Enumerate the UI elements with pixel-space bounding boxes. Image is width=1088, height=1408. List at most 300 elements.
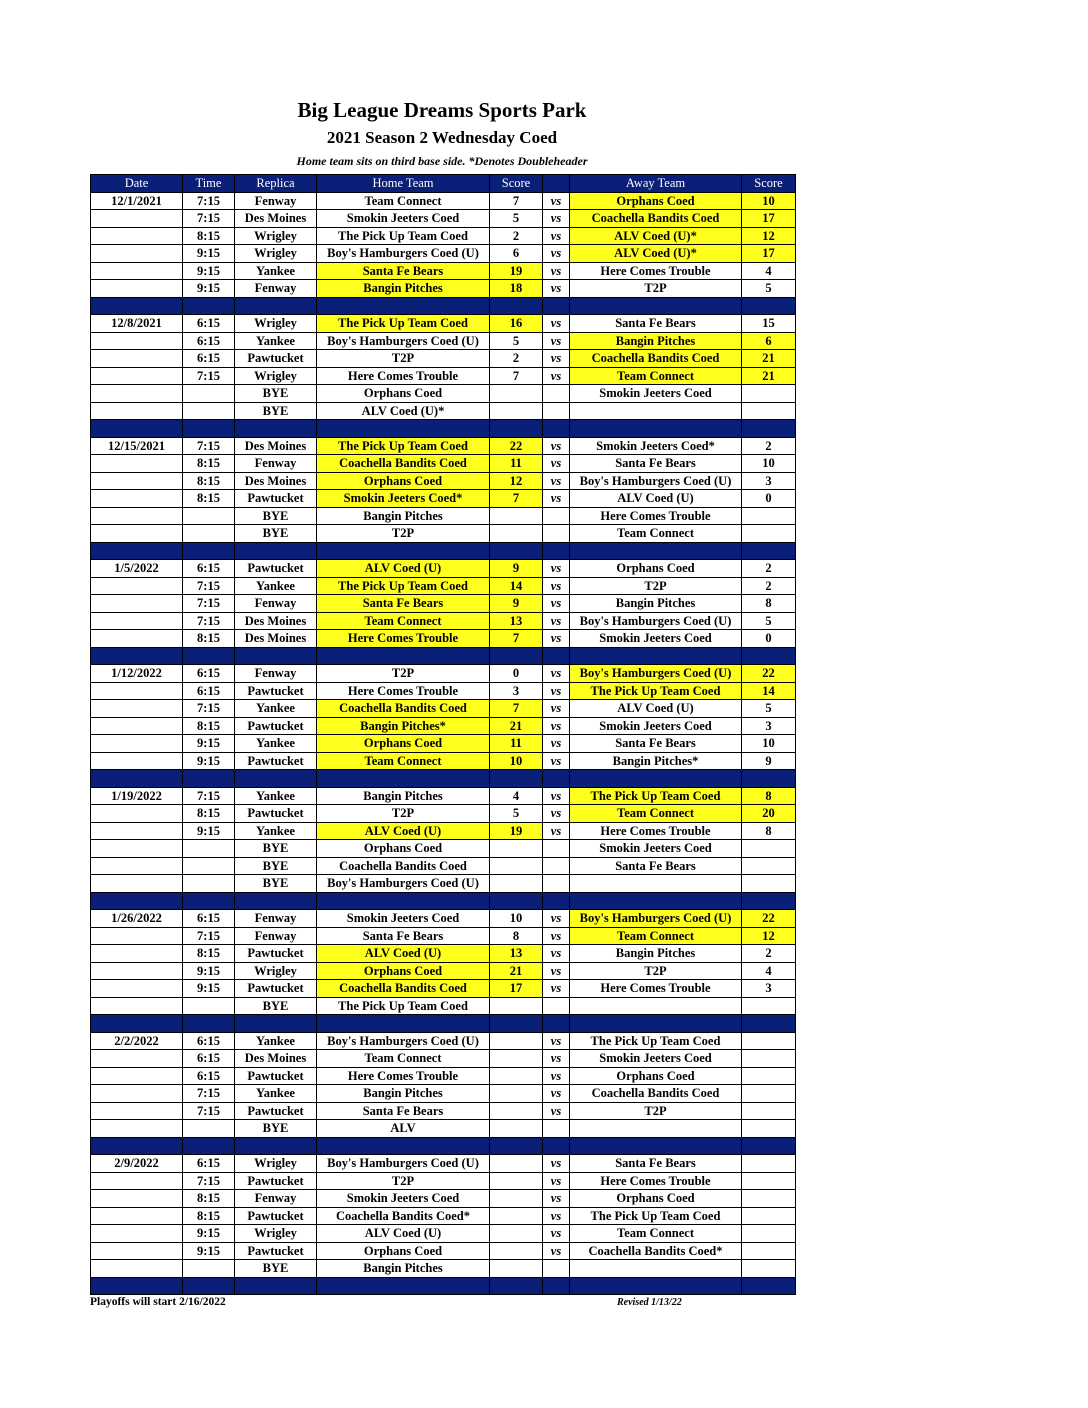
replica-cell: Fenway xyxy=(235,1190,317,1208)
home-score-cell: 10 xyxy=(490,752,543,770)
time-cell xyxy=(183,525,235,543)
separator-cell xyxy=(570,770,742,788)
vs-cell: vs xyxy=(543,682,570,700)
replica-cell: Pawtucket xyxy=(235,752,317,770)
replica-cell: Wrigley xyxy=(235,1155,317,1173)
separator-cell xyxy=(183,892,235,910)
away-score-cell: 12 xyxy=(742,927,796,945)
time-cell: 7:15 xyxy=(183,700,235,718)
home-team-cell: Bangin Pitches xyxy=(317,787,490,805)
replica-cell: Fenway xyxy=(235,927,317,945)
table-row xyxy=(91,1172,796,1190)
table-header-row xyxy=(91,175,796,193)
separator-cell xyxy=(543,420,570,438)
away-score-cell: 9 xyxy=(742,752,796,770)
time-cell: 6:15 xyxy=(183,665,235,683)
replica-cell: BYE xyxy=(235,857,317,875)
replica-cell: BYE xyxy=(235,840,317,858)
home-score-cell: 0 xyxy=(490,665,543,683)
away-score-cell xyxy=(742,997,796,1015)
away-score-cell: 3 xyxy=(742,980,796,998)
separator-cell xyxy=(570,1277,742,1295)
away-score-cell xyxy=(742,1155,796,1173)
vs-cell: vs xyxy=(543,1050,570,1068)
away-score-cell xyxy=(742,525,796,543)
vs-cell xyxy=(543,402,570,420)
away-score-cell: 5 xyxy=(742,280,796,298)
date-cell xyxy=(91,245,183,263)
separator-cell xyxy=(91,542,183,560)
separator-cell xyxy=(317,420,490,438)
home-team-cell: Boy's Hamburgers Coed (U) xyxy=(317,332,490,350)
date-cell xyxy=(91,455,183,473)
home-score-cell xyxy=(490,507,543,525)
away-team-cell: Bangin Pitches* xyxy=(570,752,742,770)
table-row xyxy=(91,682,796,700)
time-cell: 9:15 xyxy=(183,245,235,263)
away-score-cell: 5 xyxy=(742,612,796,630)
separator-cell xyxy=(91,892,183,910)
time-cell: 6:15 xyxy=(183,910,235,928)
vs-cell: vs xyxy=(543,1242,570,1260)
away-score-cell: 15 xyxy=(742,315,796,333)
date-cell xyxy=(91,350,183,368)
vs-cell: vs xyxy=(543,752,570,770)
separator-cell xyxy=(91,1277,183,1295)
date-cell xyxy=(91,717,183,735)
table-row xyxy=(91,1102,796,1120)
time-cell xyxy=(183,997,235,1015)
home-score-cell: 2 xyxy=(490,350,543,368)
home-team-cell: Coachella Bandits Coed xyxy=(317,455,490,473)
vs-cell: vs xyxy=(543,1225,570,1243)
separator-cell xyxy=(91,647,183,665)
replica-cell: BYE xyxy=(235,402,317,420)
replica-cell: Des Moines xyxy=(235,630,317,648)
table-row xyxy=(91,805,796,823)
home-team-cell: Team Connect xyxy=(317,192,490,210)
away-team-cell: ALV Coed (U) xyxy=(570,490,742,508)
vs-cell: vs xyxy=(543,192,570,210)
time-cell: 6:15 xyxy=(183,1032,235,1050)
revised-date: Revised 1/13/22 xyxy=(617,1297,682,1308)
replica-cell: Pawtucket xyxy=(235,350,317,368)
week-separator xyxy=(91,647,796,665)
table-row xyxy=(91,385,796,403)
home-team-cell: Team Connect xyxy=(317,1050,490,1068)
replica-cell: Des Moines xyxy=(235,472,317,490)
away-score-cell xyxy=(742,840,796,858)
replica-cell: Wrigley xyxy=(235,245,317,263)
away-score-cell: 4 xyxy=(742,962,796,980)
home-score-cell: 5 xyxy=(490,210,543,228)
vs-cell: vs xyxy=(543,367,570,385)
date-cell xyxy=(91,840,183,858)
vs-cell: vs xyxy=(543,560,570,578)
separator-cell xyxy=(183,420,235,438)
away-score-cell: 21 xyxy=(742,367,796,385)
replica-cell: Pawtucket xyxy=(235,805,317,823)
table-row xyxy=(91,840,796,858)
separator-cell xyxy=(570,647,742,665)
replica-cell: Pawtucket xyxy=(235,1242,317,1260)
time-cell xyxy=(183,385,235,403)
away-score-cell xyxy=(742,507,796,525)
table-row xyxy=(91,717,796,735)
separator-cell xyxy=(91,420,183,438)
date-cell xyxy=(91,1225,183,1243)
separator-cell xyxy=(235,770,317,788)
date-cell xyxy=(91,735,183,753)
separator-cell xyxy=(742,1137,796,1155)
home-team-cell: Orphans Coed xyxy=(317,385,490,403)
separator-cell xyxy=(317,892,490,910)
away-team-cell: Smokin Jeeters Coed xyxy=(570,385,742,403)
home-team-cell: Bangin Pitches xyxy=(317,1260,490,1278)
home-team-cell: Smokin Jeeters Coed xyxy=(317,910,490,928)
separator-cell xyxy=(543,297,570,315)
home-team-cell: Santa Fe Bears xyxy=(317,927,490,945)
home-score-cell xyxy=(490,525,543,543)
away-team-cell: Coachella Bandits Coed xyxy=(570,350,742,368)
home-team-cell: The Pick Up Team Coed xyxy=(317,577,490,595)
home-score-cell: 19 xyxy=(490,262,543,280)
home-team-cell: ALV Coed (U) xyxy=(317,822,490,840)
away-score-cell: 3 xyxy=(742,472,796,490)
replica-cell: BYE xyxy=(235,997,317,1015)
replica-cell: BYE xyxy=(235,385,317,403)
vs-cell: vs xyxy=(543,210,570,228)
home-score-cell: 5 xyxy=(490,332,543,350)
home-score-cell: 7 xyxy=(490,367,543,385)
away-team-cell: T2P xyxy=(570,577,742,595)
table-row xyxy=(91,1225,796,1243)
home-score-cell xyxy=(490,1085,543,1103)
away-team-cell: Here Comes Trouble xyxy=(570,507,742,525)
home-team-cell: Santa Fe Bears xyxy=(317,595,490,613)
table-row xyxy=(91,997,796,1015)
time-cell: 8:15 xyxy=(183,1190,235,1208)
time-cell: 9:15 xyxy=(183,980,235,998)
away-team-cell: Team Connect xyxy=(570,1225,742,1243)
home-team-cell: Team Connect xyxy=(317,752,490,770)
away-score-cell xyxy=(742,1067,796,1085)
separator-cell xyxy=(235,420,317,438)
replica-cell: Fenway xyxy=(235,192,317,210)
separator-cell xyxy=(317,297,490,315)
replica-cell: Yankee xyxy=(235,735,317,753)
separator-cell xyxy=(91,1137,183,1155)
table-row xyxy=(91,350,796,368)
vs-cell: vs xyxy=(543,612,570,630)
vs-cell xyxy=(543,997,570,1015)
home-score-cell xyxy=(490,1190,543,1208)
date-cell xyxy=(91,997,183,1015)
replica-cell: Yankee xyxy=(235,577,317,595)
away-score-cell xyxy=(742,1172,796,1190)
time-cell: 8:15 xyxy=(183,630,235,648)
away-team-cell: The Pick Up Team Coed xyxy=(570,682,742,700)
home-score-cell xyxy=(490,1120,543,1138)
time-cell: 7:15 xyxy=(183,595,235,613)
vs-cell: vs xyxy=(543,262,570,280)
home-score-cell: 9 xyxy=(490,595,543,613)
table-row xyxy=(91,367,796,385)
vs-cell xyxy=(543,507,570,525)
home-team-cell: Bangin Pitches* xyxy=(317,717,490,735)
home-team-cell: Boy's Hamburgers Coed (U) xyxy=(317,1032,490,1050)
separator-cell xyxy=(490,297,543,315)
replica-cell: BYE xyxy=(235,1260,317,1278)
separator-cell xyxy=(317,542,490,560)
home-team-cell: Orphans Coed xyxy=(317,962,490,980)
date-cell xyxy=(91,577,183,595)
date-cell: 1/5/2022 xyxy=(91,560,183,578)
table-row xyxy=(91,1155,796,1173)
away-team-cell: T2P xyxy=(570,280,742,298)
time-cell: 6:15 xyxy=(183,560,235,578)
time-cell: 9:15 xyxy=(183,1225,235,1243)
away-score-cell xyxy=(742,402,796,420)
home-team-cell: Here Comes Trouble xyxy=(317,682,490,700)
vs-cell xyxy=(543,525,570,543)
date-cell: 12/15/2021 xyxy=(91,437,183,455)
away-team-cell: Here Comes Trouble xyxy=(570,822,742,840)
header-vs xyxy=(543,175,570,193)
time-cell: 8:15 xyxy=(183,490,235,508)
home-score-cell xyxy=(490,997,543,1015)
replica-cell: Fenway xyxy=(235,455,317,473)
away-score-cell: 17 xyxy=(742,245,796,263)
home-score-cell: 7 xyxy=(490,490,543,508)
vs-cell: vs xyxy=(543,1207,570,1225)
table-row xyxy=(91,1085,796,1103)
week-separator xyxy=(91,1015,796,1033)
time-cell: 7:15 xyxy=(183,787,235,805)
home-team-cell: Bangin Pitches xyxy=(317,280,490,298)
date-cell xyxy=(91,595,183,613)
replica-cell: BYE xyxy=(235,525,317,543)
away-team-cell: Smokin Jeeters Coed xyxy=(570,840,742,858)
date-cell xyxy=(91,945,183,963)
table-row xyxy=(91,332,796,350)
vs-cell: vs xyxy=(543,350,570,368)
away-team-cell: The Pick Up Team Coed xyxy=(570,1207,742,1225)
date-cell: 12/8/2021 xyxy=(91,315,183,333)
schedule-note: Home team sits on third base side. *Denotes Doubleheader xyxy=(296,154,588,168)
time-cell: 9:15 xyxy=(183,1242,235,1260)
replica-cell: Fenway xyxy=(235,280,317,298)
week-separator xyxy=(91,1137,796,1155)
home-score-cell xyxy=(490,840,543,858)
vs-cell: vs xyxy=(543,980,570,998)
separator-cell xyxy=(570,1015,742,1033)
home-team-cell: Orphans Coed xyxy=(317,472,490,490)
separator-cell xyxy=(183,1015,235,1033)
table-row xyxy=(91,577,796,595)
date-cell xyxy=(91,490,183,508)
separator-cell xyxy=(742,1277,796,1295)
schedule-table xyxy=(90,174,796,1295)
separator-cell xyxy=(183,297,235,315)
replica-cell: Des Moines xyxy=(235,1050,317,1068)
date-cell xyxy=(91,1260,183,1278)
home-score-cell: 13 xyxy=(490,612,543,630)
time-cell xyxy=(183,1260,235,1278)
table-row xyxy=(91,700,796,718)
separator-cell xyxy=(742,892,796,910)
separator-cell xyxy=(490,647,543,665)
home-score-cell xyxy=(490,1242,543,1260)
away-score-cell xyxy=(742,385,796,403)
away-score-cell: 4 xyxy=(742,262,796,280)
table-row xyxy=(91,875,796,893)
away-team-cell: Team Connect xyxy=(570,927,742,945)
vs-cell: vs xyxy=(543,577,570,595)
table-row xyxy=(91,262,796,280)
table-row xyxy=(91,1260,796,1278)
home-team-cell: T2P xyxy=(317,665,490,683)
separator-cell xyxy=(183,1137,235,1155)
separator-cell xyxy=(317,1277,490,1295)
home-score-cell: 10 xyxy=(490,910,543,928)
replica-cell: Pawtucket xyxy=(235,945,317,963)
replica-cell: Des Moines xyxy=(235,210,317,228)
vs-cell: vs xyxy=(543,945,570,963)
separator-cell xyxy=(543,892,570,910)
vs-cell: vs xyxy=(543,455,570,473)
replica-cell: Yankee xyxy=(235,700,317,718)
date-cell xyxy=(91,1172,183,1190)
separator-cell xyxy=(317,1015,490,1033)
separator-cell xyxy=(183,542,235,560)
home-score-cell: 7 xyxy=(490,192,543,210)
away-score-cell: 10 xyxy=(742,735,796,753)
time-cell xyxy=(183,1120,235,1138)
table-row xyxy=(91,822,796,840)
date-cell xyxy=(91,630,183,648)
separator-cell xyxy=(543,1015,570,1033)
home-score-cell xyxy=(490,1172,543,1190)
time-cell: 7:15 xyxy=(183,210,235,228)
away-team-cell: Boy's Hamburgers Coed (U) xyxy=(570,665,742,683)
date-cell xyxy=(91,875,183,893)
away-score-cell xyxy=(742,1085,796,1103)
vs-cell: vs xyxy=(543,822,570,840)
date-cell xyxy=(91,525,183,543)
vs-cell xyxy=(543,1260,570,1278)
away-team-cell: Boy's Hamburgers Coed (U) xyxy=(570,612,742,630)
replica-cell: Yankee xyxy=(235,1085,317,1103)
home-score-cell: 21 xyxy=(490,962,543,980)
home-score-cell: 11 xyxy=(490,455,543,473)
away-team-cell: Coachella Bandits Coed* xyxy=(570,1242,742,1260)
away-team-cell: Santa Fe Bears xyxy=(570,1155,742,1173)
page-title: Big League Dreams Sports Park xyxy=(297,98,587,122)
table-row xyxy=(91,472,796,490)
time-cell: 7:15 xyxy=(183,577,235,595)
time-cell: 9:15 xyxy=(183,262,235,280)
away-score-cell xyxy=(742,1225,796,1243)
home-score-cell xyxy=(490,875,543,893)
away-team-cell: Santa Fe Bears xyxy=(570,735,742,753)
replica-cell: Fenway xyxy=(235,665,317,683)
away-team-cell: Orphans Coed xyxy=(570,560,742,578)
time-cell xyxy=(183,875,235,893)
separator-cell xyxy=(742,647,796,665)
away-score-cell xyxy=(742,1190,796,1208)
playoffs-note: Playoffs will start 2/16/2022 xyxy=(90,1296,226,1308)
home-score-cell: 7 xyxy=(490,700,543,718)
away-score-cell: 10 xyxy=(742,192,796,210)
separator-cell xyxy=(742,770,796,788)
away-team-cell: Smokin Jeeters Coed xyxy=(570,630,742,648)
week-separator xyxy=(91,297,796,315)
time-cell: 7:15 xyxy=(183,367,235,385)
separator-cell xyxy=(543,1137,570,1155)
away-team-cell: Here Comes Trouble xyxy=(570,980,742,998)
home-team-cell: Boy's Hamburgers Coed (U) xyxy=(317,1155,490,1173)
home-score-cell: 9 xyxy=(490,560,543,578)
replica-cell: Fenway xyxy=(235,595,317,613)
table-row xyxy=(91,315,796,333)
home-score-cell: 7 xyxy=(490,630,543,648)
separator-cell xyxy=(742,1015,796,1033)
header-away-team: Away Team xyxy=(570,175,742,193)
home-team-cell: ALV Coed (U)* xyxy=(317,402,490,420)
home-team-cell: Smokin Jeeters Coed xyxy=(317,1190,490,1208)
replica-cell: Wrigley xyxy=(235,1225,317,1243)
home-team-cell: Orphans Coed xyxy=(317,1242,490,1260)
away-score-cell: 22 xyxy=(742,910,796,928)
away-team-cell: Here Comes Trouble xyxy=(570,262,742,280)
home-score-cell: 4 xyxy=(490,787,543,805)
away-score-cell xyxy=(742,1207,796,1225)
home-team-cell: Boy's Hamburgers Coed (U) xyxy=(317,245,490,263)
vs-cell: vs xyxy=(543,1067,570,1085)
vs-cell: vs xyxy=(543,315,570,333)
home-team-cell: Orphans Coed xyxy=(317,840,490,858)
week-separator xyxy=(91,542,796,560)
home-score-cell: 16 xyxy=(490,315,543,333)
away-score-cell: 0 xyxy=(742,490,796,508)
separator-cell xyxy=(742,542,796,560)
separator-cell xyxy=(317,647,490,665)
date-cell xyxy=(91,402,183,420)
vs-cell xyxy=(543,385,570,403)
vs-cell: vs xyxy=(543,1172,570,1190)
away-team-cell: T2P xyxy=(570,962,742,980)
home-score-cell: 8 xyxy=(490,927,543,945)
away-team-cell xyxy=(570,1120,742,1138)
away-team-cell: Smokin Jeeters Coed* xyxy=(570,437,742,455)
home-team-cell: The Pick Up Team Coed xyxy=(317,315,490,333)
date-cell xyxy=(91,367,183,385)
away-score-cell: 17 xyxy=(742,210,796,228)
time-cell xyxy=(183,402,235,420)
table-row xyxy=(91,507,796,525)
replica-cell: BYE xyxy=(235,1120,317,1138)
home-team-cell: Boy's Hamburgers Coed (U) xyxy=(317,875,490,893)
date-cell xyxy=(91,507,183,525)
date-cell: 1/19/2022 xyxy=(91,787,183,805)
vs-cell: vs xyxy=(543,1085,570,1103)
separator-cell xyxy=(490,770,543,788)
home-team-cell: Bangin Pitches xyxy=(317,507,490,525)
away-score-cell: 2 xyxy=(742,945,796,963)
separator-cell xyxy=(183,770,235,788)
separator-cell xyxy=(235,297,317,315)
